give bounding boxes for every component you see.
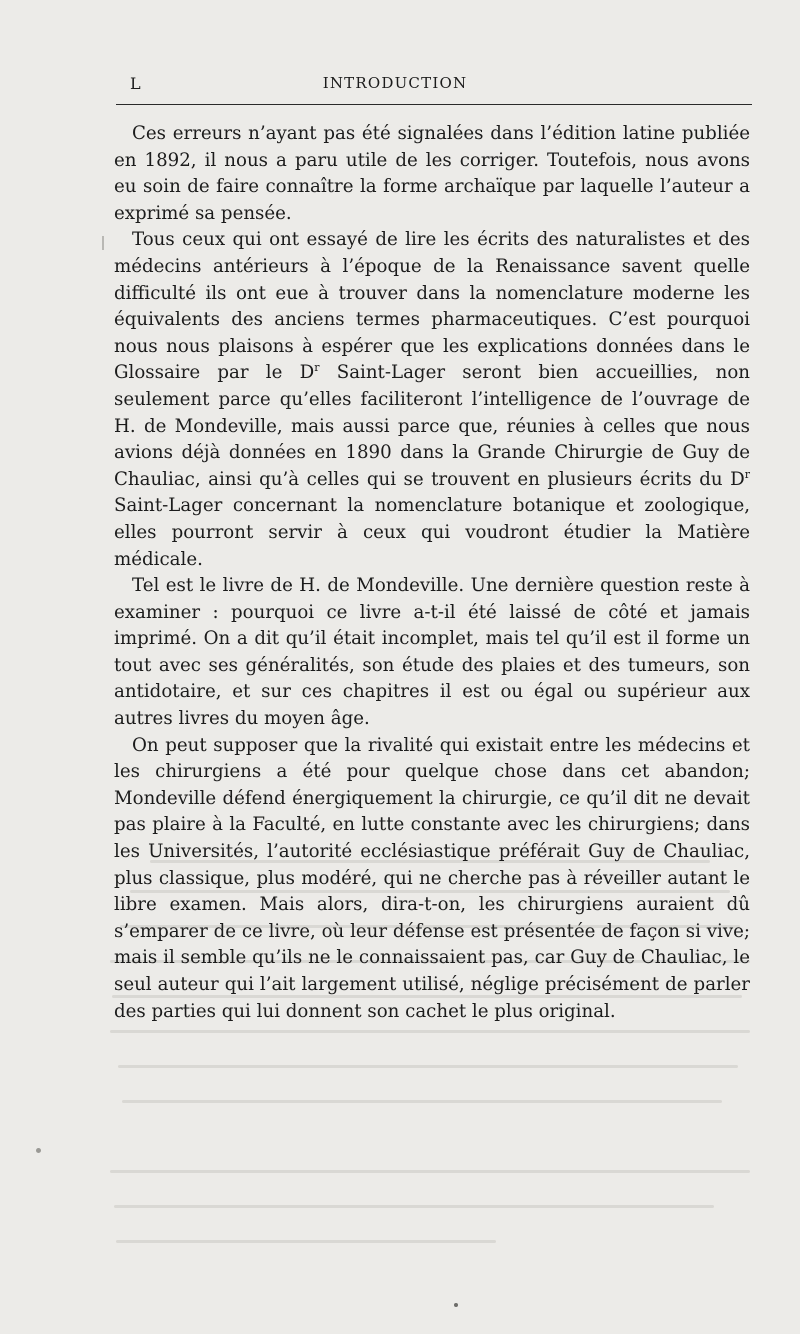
paragraph-1: Ces erreurs n’ayant pas été signalées dans l’édition latine publiée en 1892, il nous a paru utile de les corriger. Toutefois, nous avons eu soin de faire connaître la forme archaïque par laquelle l’auteur a exprimé sa pensée. bbox=[114, 123, 750, 224]
page-folio: L bbox=[130, 74, 142, 93]
paragraph-4: On peut supposer que la rivalité qui existait entre les médecins et les chirurgiens a été pour quelque chose dans cet abandon; Mondeville défend énergiquement la chirurgie, ce qu’il dit ne devait pas plaire à la Faculté, en lutte constante avec les chirurgiens; dans les Universités, l’autorité ecclésiastique préférait Guy de Chauliac, plus classique, plus modéré, qui ne cherche pas à réveiller autant le libre examen. Mais alors, dira-t-on, les chirurgiens auraient dû s’emparer de ce livre, où leur défense est présentée de façon si vive; mais il semble qu’ils ne le connaissaient pas, car Guy de Chauliac, le seul auteur qui l’ait largement utilisé, néglige précisément de parler des parties qui lui donnent son cachet le plus original. bbox=[114, 734, 750, 1022]
speck-mark bbox=[454, 1303, 458, 1307]
header-rule bbox=[116, 104, 752, 105]
running-head bbox=[130, 74, 750, 96]
running-head-title: INTRODUCTION bbox=[322, 74, 468, 92]
margin-mark bbox=[102, 236, 104, 250]
paragraph-2: Tous ceux qui ont essayé de lire les écrits des naturalistes et des médecins antérieurs à l’époque de la Renaissance savent quelle difficulté ils ont eue à trouver dans la nomenclature moderne les équivalents des anciens termes pharmaceutiques. C’est pourquoi nous nous plaisons à espérer que les explications données dans le Glossaire par le $D^r$ Saint-Lager seront bien accueillies, non seulement parce qu’elles faciliteront l’intelligence de l’ouvrage de H. de Mondeville, mais aussi parce que, réunies à celles que nous avions déjà données en 1890 dans la Grande Chirurgie de Guy de Chauliac, ainsi qu’à celles qui se trouvent en plusieurs écrits du $D^r$ Saint-Lager concernant la nomenclature botanique et zoologique, elles pourront servir à ceux qui voudront étudier la Matière médicale. bbox=[114, 229, 750, 570]
speck-mark bbox=[36, 1148, 41, 1153]
paragraph-3: Tel est le livre de H. de Mondeville. Une dernière question reste à examiner : pourquoi ce livre a-t-il été laissé de côté et jamais imprimé. On a dit qu’il était incomplet, mais tel qu’il est il forme un tout avec ses généralités, son étude des plaies et des tumeurs, son antidotaire, et sur ces chapitres il est ou égal ou supérieur aux autres livres du moyen âge. bbox=[114, 575, 750, 730]
body-text bbox=[114, 121, 750, 1025]
